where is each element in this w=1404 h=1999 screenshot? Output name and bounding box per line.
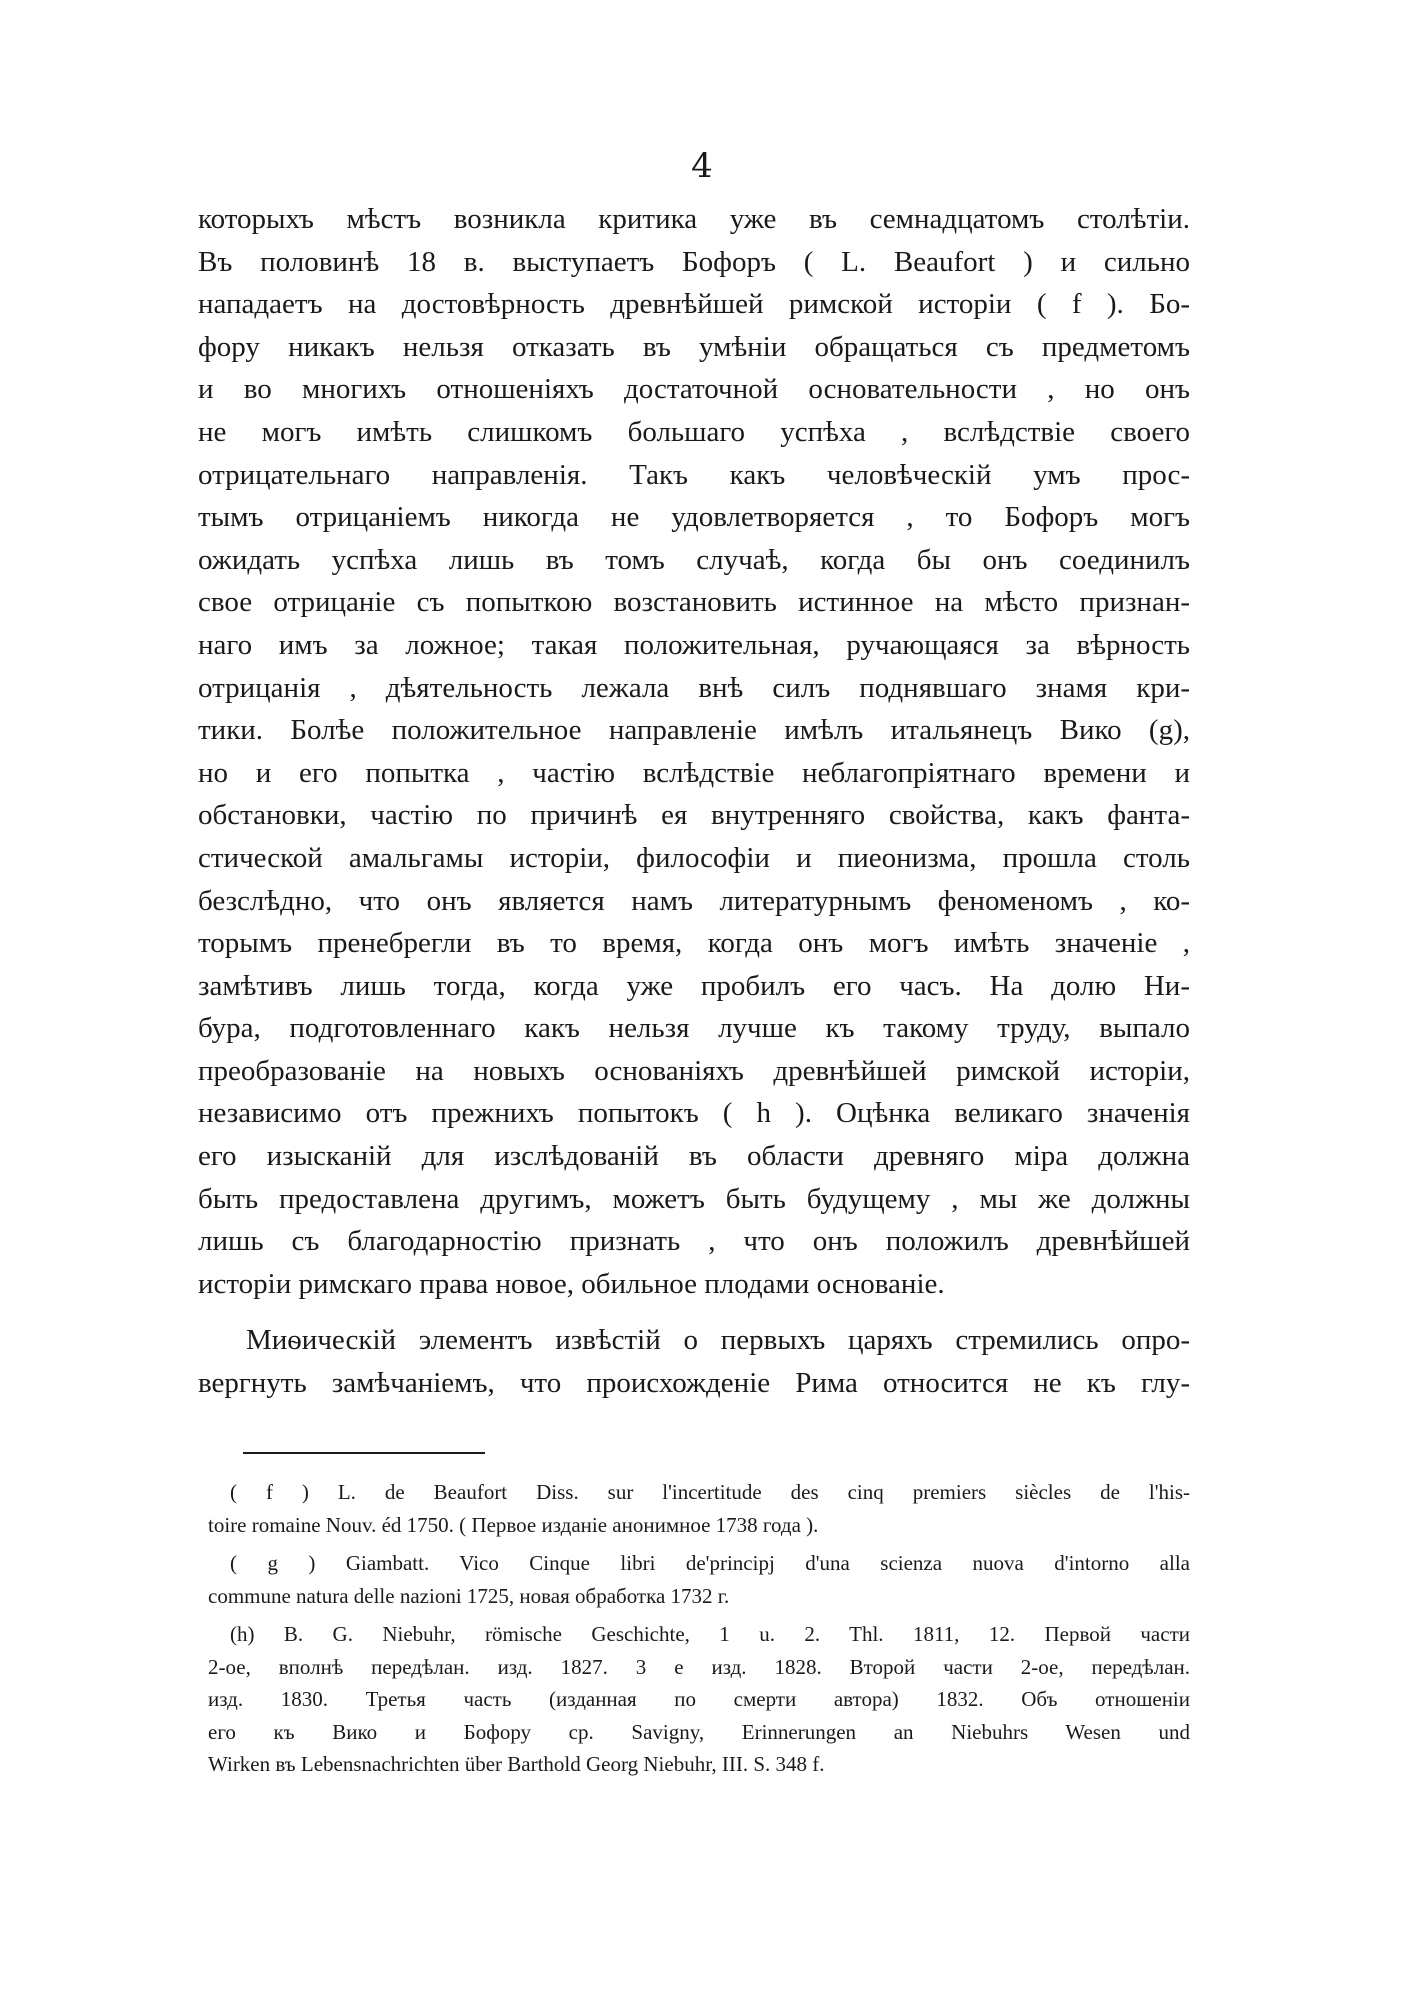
- footnote-g: [208, 1547, 1190, 1612]
- footnote-line: изд. 1830. Третья часть (изданная по смерти автора) 1832. Объ отношеніи: [208, 1687, 1190, 1711]
- text-line: обстановки, частію по причинѣ ея внутренняго свойства, какъ фанта-: [198, 799, 1190, 832]
- text-line: независимо отъ прежнихъ попытокъ ( h ). Оцѣнка великаго значенія: [198, 1097, 1190, 1130]
- text-line: замѣтивъ лишь тогда, когда уже пробилъ его часъ. На долю Ни-: [198, 969, 1190, 1002]
- text-line: лишь съ благодарностію признать , что онъ положилъ древнѣйшей: [198, 1225, 1190, 1258]
- text-line: безслѣдно, что онъ является намъ литературнымъ феноменомъ , ко-: [198, 884, 1190, 917]
- footnote-line: его къ Вико и Бофору ср. Savigny, Erinnerungen an Niebuhrs Wesen und: [208, 1719, 1190, 1744]
- text-line: нападаетъ на достовѣрность древнѣйшей римской исторіи ( f ). Бо-: [198, 288, 1190, 321]
- footnote-line: 2-ое, вполнѣ передѣлан. изд. 1827. 3 е изд. 1828. Второй части 2-ое, передѣлан.: [208, 1654, 1190, 1679]
- footnotes: [208, 1476, 1190, 1781]
- text-line: но и его попытка , частію вслѣдствіе неблагопріятнаго времени и: [198, 756, 1190, 789]
- text-line: не могъ имѣть слишкомъ большаго успѣха , вслѣдствіе своего: [198, 415, 1190, 448]
- text-line: вергнуть замѣчаніемъ, что происхожденіе Рима относится не къ глу-: [198, 1367, 1190, 1400]
- footnote-divider: [243, 1452, 485, 1454]
- text-line: которыхъ мѣстъ возникла критика уже въ семнадцатомъ столѣтіи.: [198, 203, 1190, 235]
- footnote-line: commune natura delle nazioni 1725, новая обработка 1732 г.: [208, 1583, 730, 1608]
- page-number: 4: [691, 146, 713, 186]
- text-line: Миѳическій элементъ извѣстій о первыхъ царяхъ стремились опро-: [246, 1324, 1190, 1357]
- footnote-line: (h) B. G. Niebuhr, römische Geschichte, 1 u. 2. Thl. 1811, 12. Первой части: [230, 1622, 1190, 1646]
- footnote-h: [208, 1618, 1190, 1781]
- text-line: стической амальгамы исторіи, философіи и пиеонизма, прошла столь: [198, 841, 1190, 874]
- footnote-line: toire romaine Nouv. éd 1750. ( Первое изданіе анонимное 1738 года ).: [208, 1512, 819, 1537]
- text-line: свое отрицаніе съ попыткою возстановить истинное на мѣсто признан-: [198, 586, 1190, 619]
- text-line: исторіи римскаго права новое, обильное плодами основаніе.: [198, 1267, 945, 1300]
- footnote-line: Wirken въ Lebensnachrichten über Barthold Georg Niebuhr, III. S. 348 f.: [208, 1752, 825, 1776]
- text-line: Въ половинѣ 18 в. выступаетъ Бофоръ ( L. Beaufort ) и сильно: [198, 245, 1190, 278]
- text-line: тики. Болѣе положительное направленіе имѣлъ итальянецъ Вико (g),: [198, 714, 1190, 747]
- text-line: ожидать успѣха лишь въ томъ случаѣ, когда бы онъ соединилъ: [198, 543, 1190, 576]
- text-line: отрицательнаго направленія. Такъ какъ человѣческій умъ прос-: [198, 458, 1190, 491]
- text-line: фору никакъ нельзя отказать въ умѣніи обращаться съ предметомъ: [198, 330, 1190, 363]
- text-line: тымъ отрицаніемъ никогда не удовлетворяется , то Бофоръ могъ: [198, 501, 1190, 534]
- text-line: наго имъ за ложное; такая положительная, ручающаяся за вѣрность: [198, 628, 1190, 661]
- footnote-line: ( g ) Giambatt. Vico Cinque libri de'principj d'una scienza nuova d'intorno alla: [230, 1551, 1190, 1575]
- text-line: преобразованіе на новыхъ основаніяхъ древнѣйшей римской исторіи,: [198, 1054, 1190, 1087]
- text-line: торымъ пренебрегли въ то время, когда онъ могъ имѣть значеніе ,: [198, 927, 1190, 960]
- text-line: отрицанія , дѣятельность лежала внѣ силъ поднявшаго знамя кри-: [198, 671, 1190, 704]
- text-line: и во многихъ отношеніяхъ достаточной основательности , но онъ: [198, 373, 1190, 406]
- text-line: его изысканій для изслѣдованій въ области древняго міра должна: [198, 1140, 1190, 1173]
- text-line: быть предоставлена другимъ, можетъ быть будущему , мы же должны: [198, 1182, 1190, 1215]
- footnote-line: ( f ) L. de Beaufort Diss. sur l'incertitude des cinq premiers siècles de l'his-: [230, 1480, 1190, 1504]
- main-text: [198, 198, 1190, 1405]
- footnote-f: [208, 1476, 1190, 1541]
- text-line: бура, подготовленнаго какъ нельзя лучше къ такому труду, выпало: [198, 1012, 1190, 1045]
